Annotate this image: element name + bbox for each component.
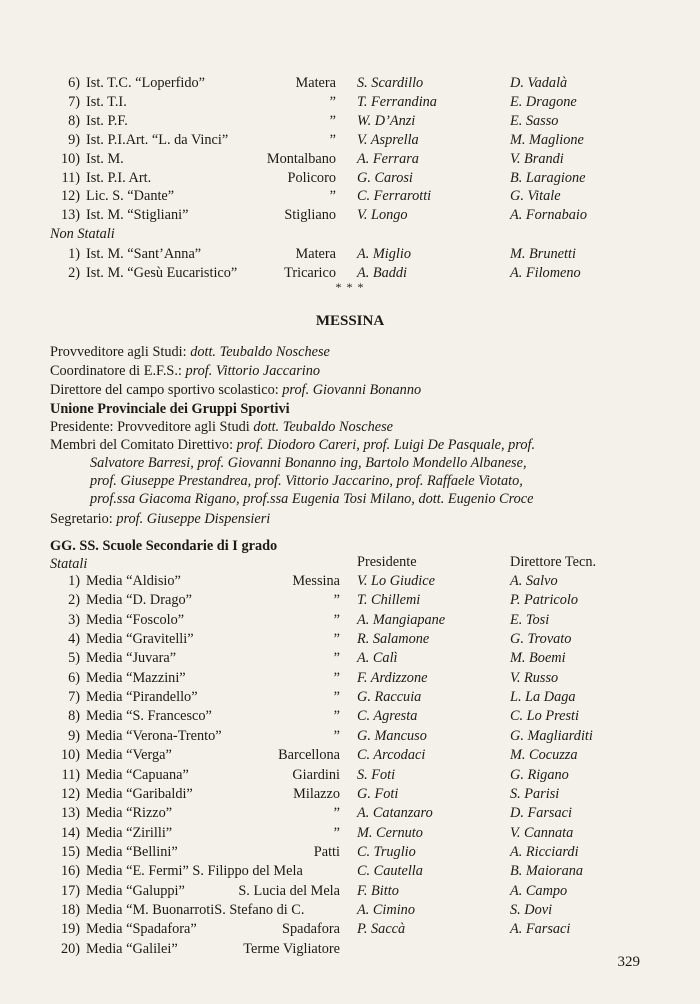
section-title-messina: MESSINA [315, 313, 385, 329]
row-number: 8) [68, 708, 80, 725]
table-row [0, 74, 700, 92]
row-number: 9) [68, 727, 80, 744]
school-place: ” [333, 689, 340, 706]
school-name: Ist. M. “Gesù Eucaristico” [86, 265, 238, 281]
president-name: P. Saccà [357, 921, 406, 938]
school-place: Stigliano [284, 207, 336, 224]
president-name: C. Cautella [357, 863, 423, 880]
membri-line-2: Salvatore Barresi, prof. Giovanni Bonanno ing, Bartolo Mondello Albanese, [90, 455, 527, 471]
president-name: C. Truglio [357, 843, 416, 860]
school-place: ” [333, 824, 340, 841]
official-role: Direttore del campo sportivo scolastico: [50, 382, 283, 398]
president-name: C. Agresta [357, 708, 418, 725]
school-place: Patti [313, 843, 340, 860]
director-name: D. Vadalà [510, 75, 568, 91]
row-number: 3) [68, 611, 80, 628]
row-number: 2) [68, 265, 80, 281]
school-place: ” [329, 93, 336, 110]
row-number: 20) [60, 940, 80, 957]
school-name: Media “Aldisio” [86, 573, 181, 589]
director-name: B. Maiorana [510, 863, 584, 880]
school-place: Giardini [292, 766, 340, 783]
table-row [0, 206, 700, 224]
school-name: Media “Capuana” [86, 766, 189, 783]
row-number: 18) [60, 901, 80, 918]
school-place: ” [333, 631, 340, 648]
president-name: C. Ferrarotti [357, 188, 432, 205]
official-role: Coordinatore di E.F.S.: [50, 363, 186, 379]
president-name: T. Chillemi [357, 592, 421, 609]
director-name: G. Vitale [510, 188, 561, 205]
director-name: S. Parisi [510, 785, 560, 802]
row-number: 14) [60, 824, 80, 841]
table-row [0, 131, 700, 149]
school-place: ” [333, 727, 340, 744]
president-name: A. Calì [357, 650, 398, 667]
director-name: M. Cocuzza [510, 747, 578, 764]
school-place: Terme Vigliatore [243, 940, 340, 957]
table-row [0, 93, 700, 111]
president-name: G. Mancuso [357, 727, 427, 744]
director-name: A. Farsaci [510, 921, 571, 938]
table-row [0, 630, 700, 648]
row-number: 6) [68, 75, 80, 91]
page-number: 329 [617, 954, 640, 970]
president-name: G. Raccuia [357, 689, 422, 706]
row-number: 2) [68, 592, 80, 609]
president-name: V. Lo Giudice [357, 573, 435, 589]
row-number: 17) [60, 882, 80, 899]
president-name: V. Asprella [357, 131, 419, 148]
official-name: prof. Giovanni Bonanno [282, 382, 422, 398]
director-name: M. Maglione [510, 131, 584, 148]
row-number: 19) [60, 921, 80, 938]
school-place: Policoro [287, 169, 336, 186]
school-name: Ist. P.F. [86, 112, 128, 129]
table-row [0, 785, 700, 803]
table-row [0, 245, 700, 263]
president-name: S. Scardillo [357, 75, 424, 91]
director-name: L. La Daga [510, 689, 576, 706]
table-row [0, 727, 700, 745]
director-name: A. Salvo [510, 573, 558, 589]
table-row [0, 112, 700, 130]
school-name: Media “Gravitelli” [86, 631, 194, 648]
segretario-label: Segretario: [50, 511, 117, 527]
school-name: Ist. T.C. “Loperfido” [86, 75, 205, 91]
school-name: Media “Zirilli” [86, 824, 173, 841]
president-name: V. Longo [357, 207, 408, 224]
table-row [0, 920, 700, 938]
table-row [0, 611, 700, 629]
membri-text-1: prof. Diodoro Careri, prof. Luigi De Pasquale, prof. [236, 437, 536, 453]
table-row [0, 940, 700, 958]
table-row [0, 169, 700, 187]
school-name: Ist. M. “Stigliani” [86, 207, 189, 224]
row-number: 11) [61, 169, 80, 186]
table-row [0, 150, 700, 168]
row-number: 12) [60, 188, 80, 205]
presidente-label: Presidente: Provveditore agli Studi [50, 419, 254, 435]
row-number: 12) [60, 785, 80, 802]
table-row [0, 187, 700, 205]
school-place: ” [329, 188, 336, 205]
school-name: Ist. M. “Sant’Anna” [86, 246, 202, 262]
school-place: Barcellona [278, 747, 340, 764]
table-row [0, 824, 700, 842]
director-name: C. Lo Presti [510, 708, 579, 725]
director-name: A. Filomeno [510, 265, 581, 281]
row-number: 15) [60, 843, 80, 860]
school-name: Media “Mazzini” [86, 669, 186, 686]
director-name: M. Boemi [510, 650, 566, 667]
director-name: G. Rigano [510, 766, 569, 783]
gg-ss-title: GG. SS. Scuole Secondarie di I grado [50, 538, 278, 554]
president-name: R. Salamone [357, 631, 430, 648]
school-place: S. Lucia del Mela [238, 882, 340, 899]
president-name: C. Arcodaci [357, 747, 426, 764]
president-name: A. Miglio [357, 246, 412, 262]
table-row [0, 882, 700, 900]
row-number: 8) [68, 112, 80, 129]
president-name: A. Ferrara [357, 150, 419, 167]
official-line [50, 362, 320, 380]
row-number: 6) [68, 669, 80, 686]
table-row [0, 669, 700, 687]
row-number: 16) [60, 863, 80, 880]
school-name: Media “Verga” [86, 747, 172, 764]
union-presidente [50, 418, 393, 436]
school-place: Spadafora [282, 921, 340, 938]
school-name: Media “Foscolo” [86, 611, 185, 628]
school-place: Tricarico [284, 265, 336, 281]
non-statali-label: Non Statali [50, 226, 115, 242]
school-name: Media “Verona-Trento” [86, 727, 222, 744]
president-name: F. Bitto [357, 882, 399, 899]
president-name: T. Ferrandina [357, 93, 437, 110]
table-row [0, 766, 700, 784]
president-name: A. Catanzaro [357, 805, 433, 822]
school-name: Ist. P.I.Art. “L. da Vinci” [86, 131, 229, 148]
director-name: A. Ricciardi [510, 843, 579, 860]
director-name: V. Russo [510, 669, 559, 686]
segretario-line [50, 510, 270, 528]
table-row [0, 572, 700, 590]
director-name: V. Brandi [510, 150, 564, 167]
president-name: M. Cernuto [357, 824, 423, 841]
president-name: G. Carosi [357, 169, 413, 186]
school-place: ” [329, 112, 336, 129]
school-name: Lic. S. “Dante” [86, 188, 175, 205]
school-name: Media “S. Francesco” [86, 708, 212, 725]
president-name: W. D’Anzi [357, 112, 416, 129]
director-name: G. Trovato [510, 631, 572, 648]
table-row [0, 746, 700, 764]
presidente-value: dott. Teubaldo Noschese [253, 419, 393, 435]
school-place: ” [333, 592, 340, 609]
director-name: E. Sasso [510, 112, 559, 129]
statali-label: Statali [50, 556, 88, 572]
official-role: Provveditore agli Studi: [50, 344, 191, 360]
director-name: P. Patricolo [510, 592, 579, 609]
row-number: 10) [60, 150, 80, 167]
school-name: Media “Juvara” [86, 650, 177, 667]
row-number: 7) [68, 93, 80, 110]
school-place: ” [329, 131, 336, 148]
union-title: Unione Provinciale dei Gruppi Sportivi [50, 401, 290, 417]
director-name: M. Brunetti [510, 246, 576, 262]
director-name: E. Tosi [510, 611, 550, 628]
table-row [0, 901, 700, 919]
director-name: A. Fornabaio [510, 207, 588, 224]
official-name: prof. Vittorio Jaccarino [185, 363, 321, 379]
row-number: 7) [68, 689, 80, 706]
school-name: Media “Bellini” [86, 843, 178, 860]
table-row [0, 688, 700, 706]
president-name: A. Cimino [357, 901, 415, 918]
school-name: Media “D. Drago” [86, 592, 192, 609]
table-row [0, 591, 700, 609]
school-name: Ist. P.I. Art. [86, 169, 152, 186]
school-place: Matera [295, 75, 336, 91]
school-place: ” [333, 708, 340, 725]
school-name: Media “Galuppi” [86, 882, 185, 899]
table-row [0, 707, 700, 725]
col-header-presidente: Presidente [357, 554, 417, 570]
row-number: 11) [61, 766, 80, 783]
director-name: B. Laragione [510, 169, 586, 186]
table-row [0, 649, 700, 667]
table-row [0, 862, 700, 880]
school-name: Ist. M. [86, 150, 124, 167]
director-name: A. Campo [510, 882, 568, 899]
row-number: 1) [68, 246, 80, 262]
school-name: Media “Spadafora” [86, 921, 197, 938]
official-name: dott. Teubaldo Noschese [190, 344, 330, 360]
row-number: 13) [60, 207, 80, 224]
school-place: ” [333, 669, 340, 686]
president-name: S. Foti [357, 766, 396, 783]
section-separator: * * * [335, 280, 365, 294]
school-name: Ist. T.I. [86, 93, 127, 110]
row-number: 10) [60, 747, 80, 764]
school-name: Media “Rizzo” [86, 805, 173, 822]
row-number: 1) [68, 573, 80, 589]
director-name: G. Magliarditi [510, 727, 593, 744]
school-place: Milazzo [293, 785, 340, 802]
school-name: Media “Garibaldi” [86, 785, 193, 802]
president-name: F. Ardizzone [357, 669, 428, 686]
school-name: Media “M. BuonarrotiS. Stefano di C. [86, 901, 305, 918]
director-name: V. Cannata [510, 824, 574, 841]
school-place: Messina [292, 573, 340, 589]
table-row [0, 804, 700, 822]
director-name: E. Dragone [510, 93, 577, 110]
director-name: D. Farsaci [510, 805, 572, 822]
table-row [0, 843, 700, 861]
school-name: Media “Pirandello” [86, 689, 198, 706]
row-number: 5) [68, 650, 80, 667]
row-number: 9) [68, 131, 80, 148]
school-place: ” [333, 650, 340, 667]
col-header-direttore: Direttore Tecn. [510, 554, 597, 570]
president-name: G. Foti [357, 785, 399, 802]
official-line [50, 343, 330, 361]
school-place: Montalbano [266, 150, 336, 167]
president-name: A. Mangiapane [357, 611, 446, 628]
school-name: Media “Galilei” [86, 940, 178, 957]
membri-line-1 [50, 436, 535, 454]
school-name: Media “E. Fermi” S. Filippo del Mela [86, 863, 303, 880]
row-number: 4) [68, 631, 80, 648]
official-line [50, 381, 421, 399]
school-place: ” [333, 805, 340, 822]
president-name: A. Baddi [357, 265, 408, 281]
school-place: Matera [295, 246, 336, 262]
segretario-value: prof. Giuseppe Dispensieri [116, 511, 271, 527]
membri-label: Membri del Comitato Direttivo: [50, 437, 237, 453]
membri-line-4: prof.ssa Giacoma Rigano, prof.ssa Eugenia Tosi Milano, dott. Eugenio Croce [90, 491, 534, 507]
director-name: S. Dovi [510, 901, 553, 918]
membri-line-3: prof. Giuseppe Prestandrea, prof. Vittorio Jaccarino, prof. Raffaele Viotato, [90, 473, 523, 489]
row-number: 13) [60, 805, 80, 822]
school-place: ” [333, 611, 340, 628]
